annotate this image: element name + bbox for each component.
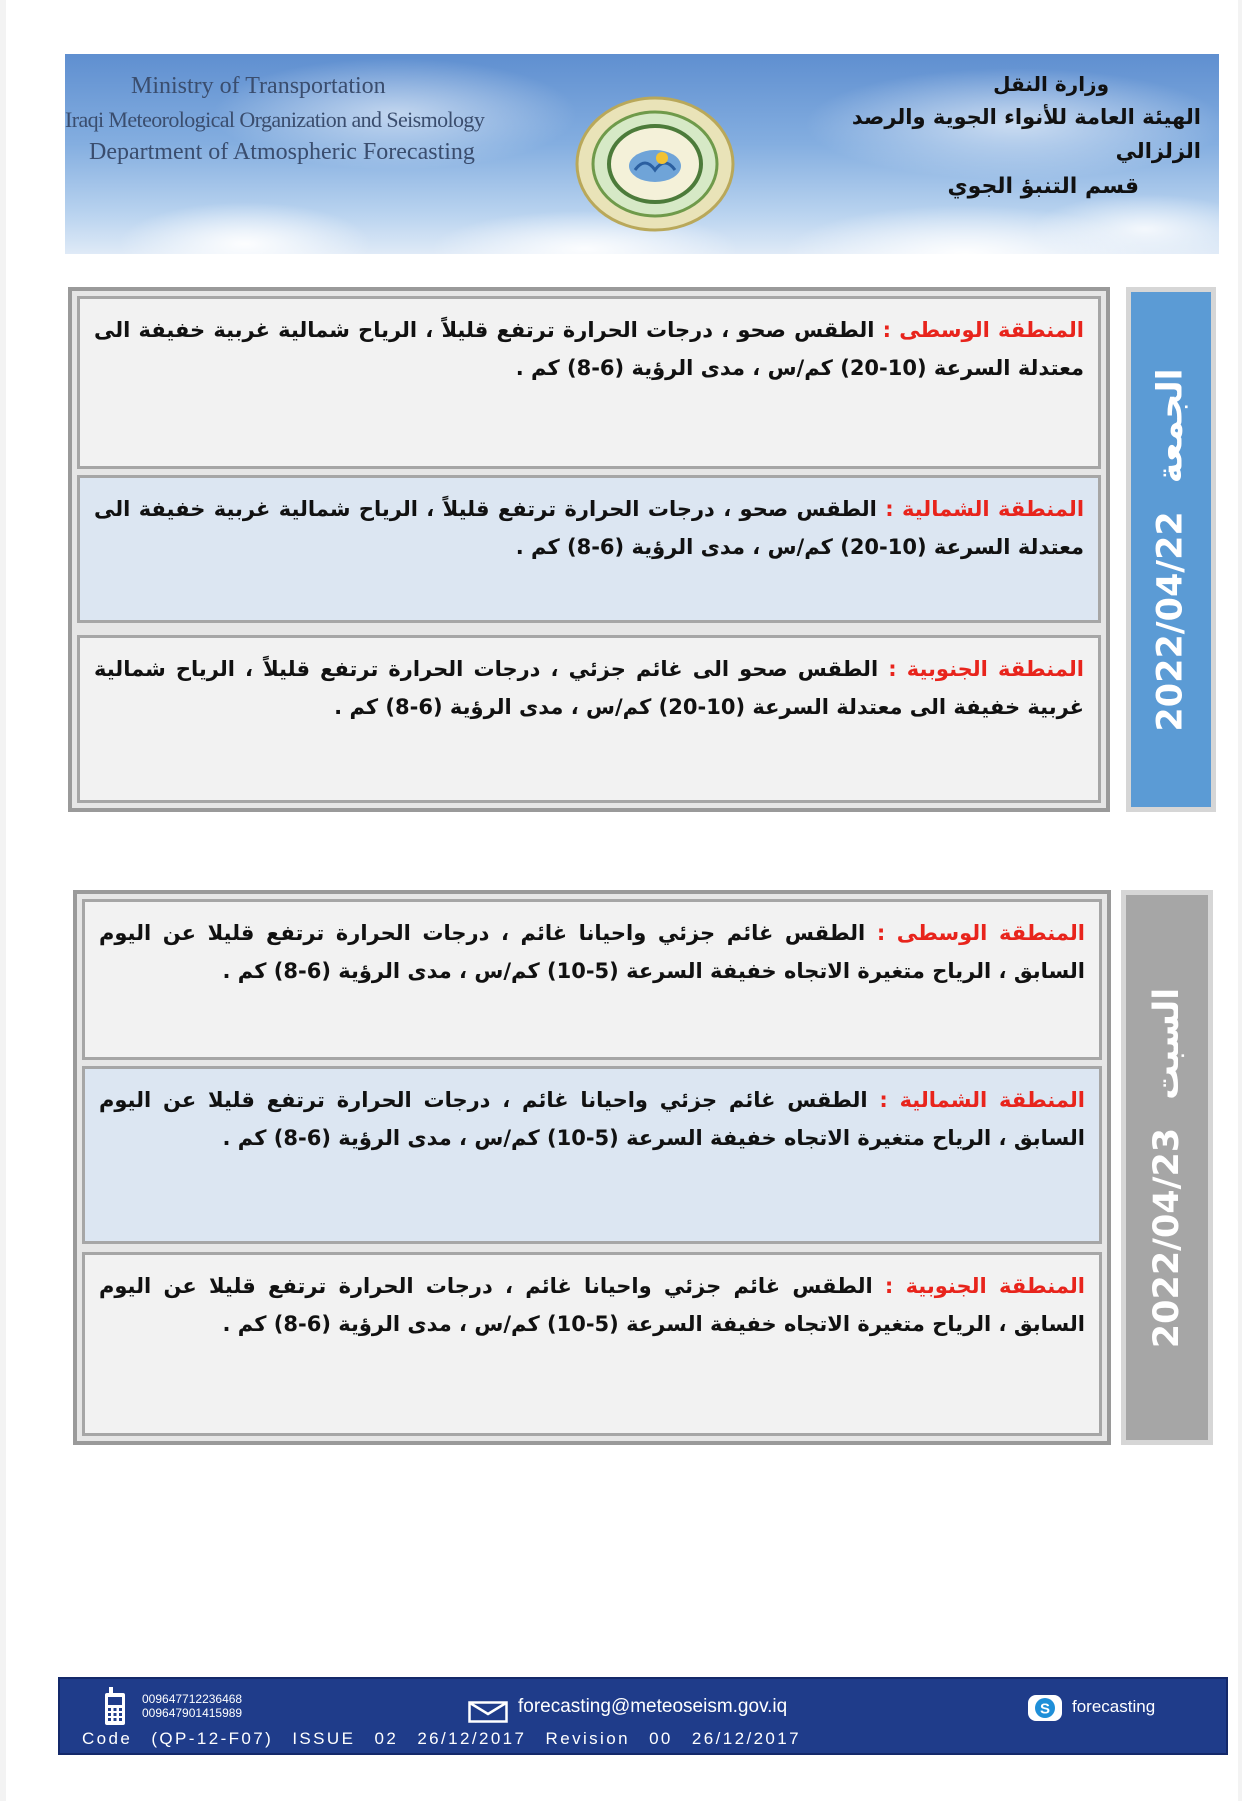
- ministry-name-en: Ministry of Transportation: [131, 73, 386, 99]
- region-forecast-text: الطقس غائم جزئي واحيانا غائم ، درجات الحرارة ترتفع قليلا عن اليوم السابق ، الرياح متغيرة الاتجاه خفيفة السرعة (5-10) كم/س ، مدى الرؤية (6-8) كم .: [99, 1088, 1085, 1150]
- phone-numbers: [142, 1692, 242, 1720]
- region-forecast-text: الطقس صحو ، درجات الحرارة ترتفع قليلاً ، الرياح شمالية غربية خفيفة الى معتدلة السرعة (10-20) كم/س ، مدى الرؤية (6-8) كم .: [94, 497, 1084, 559]
- region-north: [77, 475, 1101, 623]
- region-central: [77, 296, 1101, 469]
- issue-value: 02: [374, 1729, 399, 1748]
- code-value: (QP-12-F07): [151, 1729, 274, 1748]
- document-code-line: [82, 1729, 1208, 1749]
- region-forecast-text: الطقس غائم جزئي واحيانا غائم ، درجات الحرارة ترتفع قليلا عن اليوم السابق ، الرياح متغيرة الاتجاه خفيفة السرعة (5-10) كم/س ، مدى الرؤية (6-8) كم .: [99, 1274, 1085, 1336]
- code-label: Code: [82, 1729, 133, 1748]
- forecast-page: [6, 0, 1238, 1801]
- day-forecast-1: [68, 287, 1216, 812]
- ministry-name-ar: وزارة النقل: [993, 72, 1109, 96]
- revision-label: Revision: [545, 1729, 630, 1748]
- day-label-bar: [1126, 287, 1216, 812]
- department-name-ar: قسم التنبؤ الجوي: [947, 174, 1139, 199]
- header-english: [65, 70, 499, 169]
- skype-icon: [1027, 1694, 1063, 1722]
- region-name: المنطقة الوسطى :: [882, 318, 1085, 342]
- revision-value: 00: [649, 1729, 673, 1748]
- region-name: المنطقة الوسطى :: [876, 921, 1085, 945]
- revision-date: 26/12/2017: [691, 1729, 801, 1748]
- organization-name-en: Iraqi Meteorological Organization and Seismology: [65, 107, 485, 132]
- region-name: المنطقة الشمالية :: [885, 497, 1085, 521]
- email-address[interactable]: forecasting@meteoseism.gov.iq: [518, 1696, 788, 1717]
- day-forecast-2: [73, 890, 1213, 1445]
- header-banner: [65, 54, 1219, 254]
- region-south: [77, 635, 1101, 803]
- issue-date: 26/12/2017: [417, 1729, 527, 1748]
- region-name: المنطقة الشمالية :: [879, 1088, 1086, 1112]
- header-arabic: [781, 68, 1201, 206]
- forecast-date: 2022/04/22: [1151, 510, 1192, 732]
- region-forecast-text: الطقس صحو الى غائم جزئي ، درجات الحرارة ترتفع قليلاً ، الرياح شمالية غربية خفيفة الى معتدلة السرعة (10-20) كم/س ، مدى الرؤية (6-8) كم .: [94, 657, 1084, 719]
- regions-panel: [68, 287, 1110, 812]
- phone-icon: [102, 1687, 128, 1727]
- svg-text:S: S: [1039, 1700, 1051, 1718]
- day-label-bar: [1121, 890, 1213, 1445]
- contact-footer: [58, 1677, 1228, 1755]
- region-name: المنطقة الجنوبية :: [888, 657, 1084, 681]
- region-name: المنطقة الجنوبية :: [884, 1274, 1085, 1298]
- day-name: السبت: [1147, 987, 1188, 1100]
- regions-panel: [73, 890, 1111, 1445]
- day-name: الجمعة: [1151, 367, 1192, 483]
- skype-handle: forecasting: [1072, 1697, 1156, 1716]
- mail-icon: [468, 1701, 508, 1723]
- region-north: [82, 1066, 1102, 1244]
- organization-name-ar: الهيئة العامة للأنواء الجوية والرصد الزلزالي: [851, 105, 1201, 163]
- phone-number-1: 009647712236468: [142, 1692, 243, 1706]
- department-name-en: Department of Atmospheric Forecasting: [89, 139, 475, 165]
- forecast-date: 2022/04/23: [1147, 1127, 1188, 1348]
- issue-label: ISSUE: [292, 1729, 356, 1748]
- region-forecast-text: الطقس صحو ، درجات الحرارة ترتفع قليلاً ، الرياح شمالية غربية خفيفة الى معتدلة السرعة (10-20) كم/س ، مدى الرؤية (6-8) كم .: [94, 318, 1084, 380]
- organization-seal-icon: [570, 94, 740, 234]
- region-central: [82, 899, 1102, 1060]
- region-south: [82, 1252, 1102, 1436]
- region-forecast-text: الطقس غائم جزئي واحيانا غائم ، درجات الحرارة ترتفع قليلا عن اليوم السابق ، الرياح متغيرة الاتجاه خفيفة السرعة (5-10) كم/س ، مدى الرؤية (6-8) كم .: [99, 921, 1085, 983]
- phone-number-2: 009647901415989: [142, 1706, 243, 1720]
